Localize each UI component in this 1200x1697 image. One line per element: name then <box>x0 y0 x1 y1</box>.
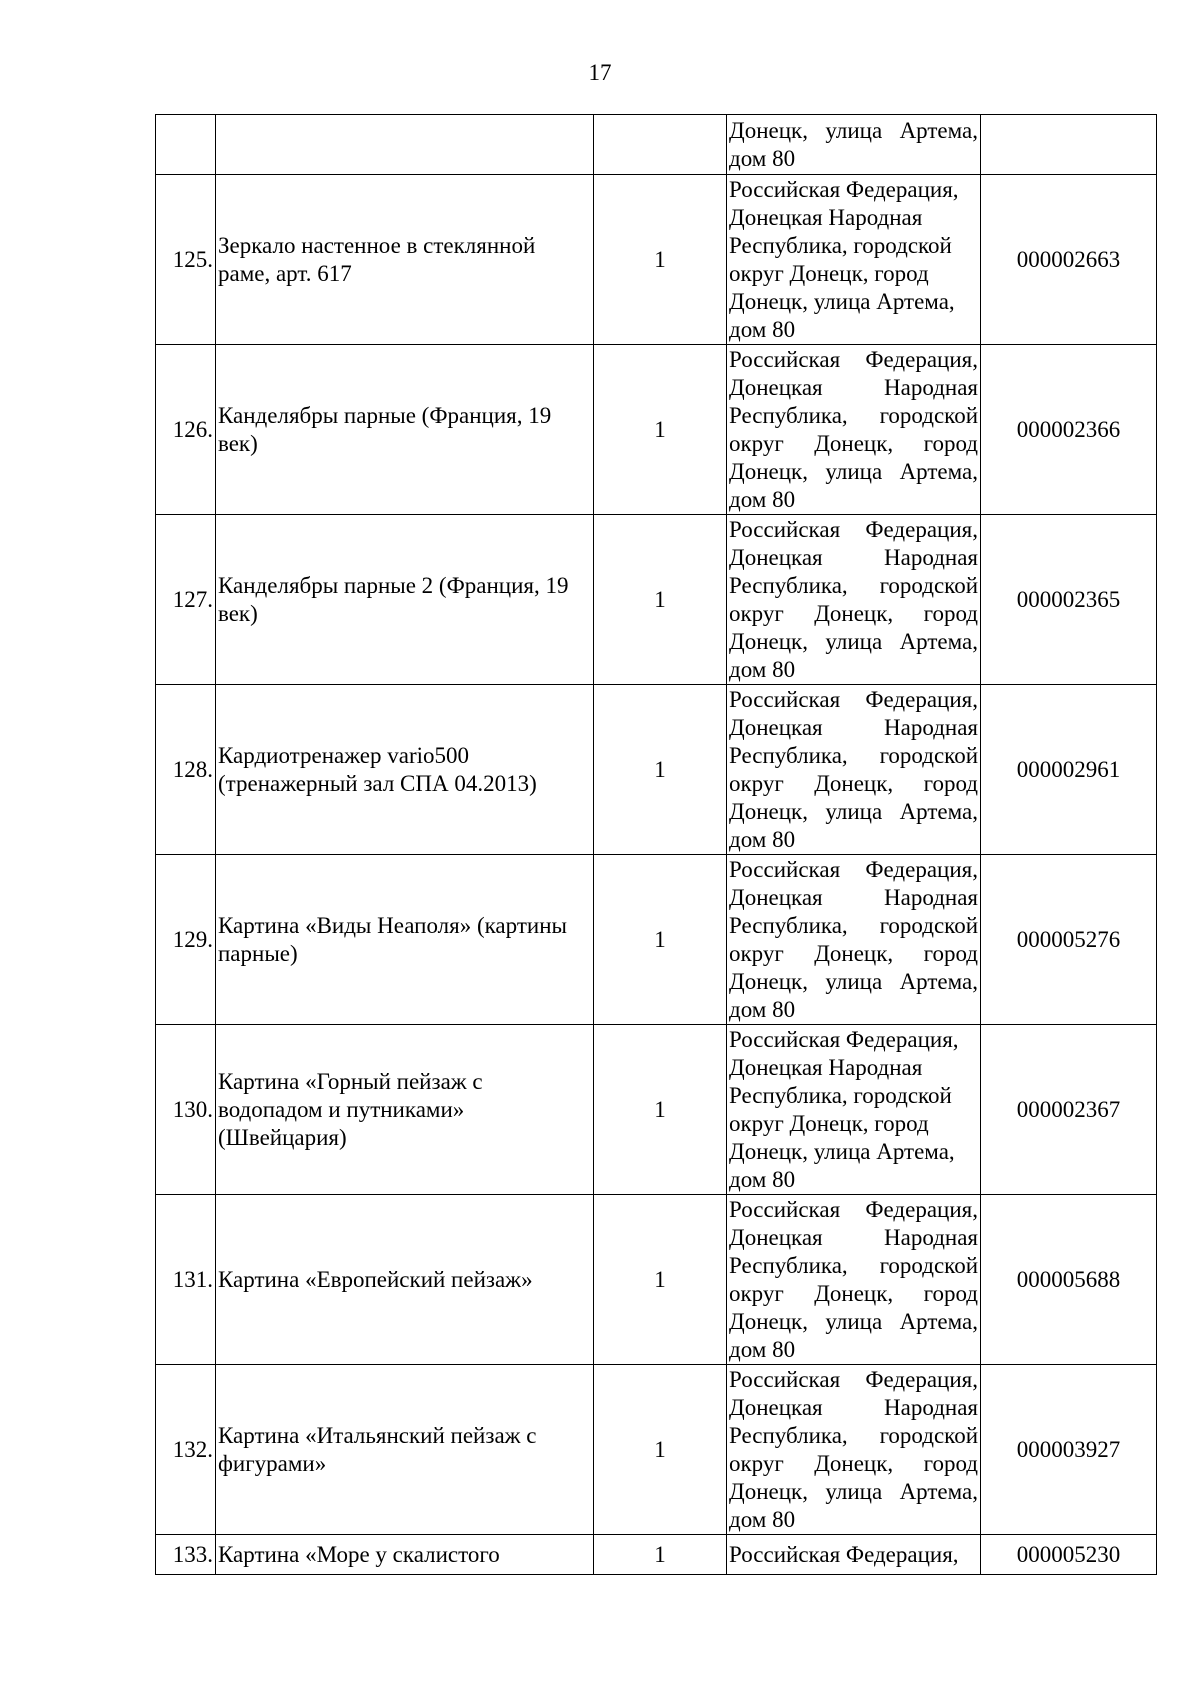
inventory-code-cell: 000003927 <box>981 1365 1157 1535</box>
address-line: Донецк, улица Артема, <box>729 288 955 314</box>
table-row <box>156 345 1157 515</box>
address-line: Донецкая Народная <box>729 544 978 570</box>
item-name-cell: Картина «Итальянский пейзаж с фигурами» <box>216 1365 594 1535</box>
row-number-cell: 130. <box>156 1025 216 1195</box>
table-row <box>156 1025 1157 1195</box>
address-line: Донецкая Народная <box>729 1054 923 1080</box>
address-line: Донецкая Народная <box>729 884 978 910</box>
row-number-cell: 128. <box>156 685 216 855</box>
address-line: Российская Федерация, <box>729 516 978 542</box>
address-line: дом 80 <box>729 145 796 171</box>
page-number: 17 <box>588 60 612 85</box>
address-cell <box>727 115 981 175</box>
quantity-cell: 1 <box>594 1535 727 1575</box>
address-line: Донецк, улица Артема, <box>729 1308 978 1334</box>
row-number-cell: 126. <box>156 345 216 515</box>
address-cell <box>727 1365 981 1535</box>
address-line: Республика, городской <box>729 1082 952 1108</box>
address-line: Республика, городской <box>729 232 952 258</box>
quantity-cell: 1 <box>594 685 727 855</box>
table-row <box>156 175 1157 345</box>
address-line: Российская Федерация, <box>729 1541 959 1567</box>
table-row <box>156 515 1157 685</box>
item-name-cell: Кардиотренажер vario500 (тренажерный зал СПА 04.2013) <box>216 685 594 855</box>
quantity-cell: 1 <box>594 345 727 515</box>
table-row <box>156 115 1157 175</box>
address-line: дом 80 <box>729 1166 796 1192</box>
quantity-cell: 1 <box>594 175 727 345</box>
address-line: Донецкая Народная <box>729 204 923 230</box>
inventory-code-cell: 000005688 <box>981 1195 1157 1365</box>
address-line: Донецк, улица Артема, <box>729 458 978 484</box>
address-line: округ Донецк, город <box>729 940 978 966</box>
inventory-code-cell: 000005230 <box>981 1535 1157 1575</box>
inventory-code-cell: 000002961 <box>981 685 1157 855</box>
address-line: округ Донецк, город <box>729 1110 929 1136</box>
address-line: округ Донецк, город <box>729 260 929 286</box>
address-line: дом 80 <box>729 486 796 512</box>
item-name-cell: Картина «Европейский пейзаж» <box>216 1195 594 1365</box>
address-cell <box>727 1195 981 1365</box>
quantity-cell <box>594 115 727 175</box>
item-name-cell: Картина «Горный пейзаж с водопадом и путниками» (Швейцария) <box>216 1025 594 1195</box>
address-line: Донецкая Народная <box>729 714 978 740</box>
table-row <box>156 685 1157 855</box>
address-line: Республика, городской <box>729 1252 978 1278</box>
item-name-cell: Картина «Море у скалистого <box>216 1535 594 1575</box>
address-line: дом 80 <box>729 1506 796 1532</box>
address-line: Республика, городской <box>729 742 978 768</box>
address-line: Российская Федерация, <box>729 1026 959 1052</box>
address-line: Донецк, улица Артема, <box>729 117 978 143</box>
quantity-cell: 1 <box>594 1195 727 1365</box>
address-line: округ Донецк, город <box>729 600 978 626</box>
table-row <box>156 855 1157 1025</box>
inventory-table-body <box>156 115 1157 1575</box>
address-line: Российская Федерация, <box>729 686 978 712</box>
address-line: Донецк, улица Артема, <box>729 968 978 994</box>
address-line: Донецкая Народная <box>729 374 978 400</box>
address-cell <box>727 345 981 515</box>
address-line: Донецкая Народная <box>729 1224 978 1250</box>
address-line: дом 80 <box>729 316 796 342</box>
address-line: Российская Федерация, <box>729 176 959 202</box>
quantity-cell: 1 <box>594 1365 727 1535</box>
address-line: Российская Федерация, <box>729 346 978 372</box>
address-line: Российская Федерация, <box>729 1196 978 1222</box>
address-line: округ Донецк, город <box>729 1280 978 1306</box>
address-line: дом 80 <box>729 996 796 1022</box>
row-number-cell: 125. <box>156 175 216 345</box>
item-name-cell: Картина «Виды Неаполя» (картины парные) <box>216 855 594 1025</box>
address-line: дом 80 <box>729 1336 796 1362</box>
address-line: дом 80 <box>729 826 796 852</box>
inventory-code-cell: 000002365 <box>981 515 1157 685</box>
address-line: Донецк, улица Артема, <box>729 1478 978 1504</box>
table-row <box>156 1195 1157 1365</box>
table-row <box>156 1365 1157 1535</box>
address-cell <box>727 855 981 1025</box>
address-line: округ Донецк, город <box>729 770 978 796</box>
row-number-cell: 132. <box>156 1365 216 1535</box>
address-cell <box>727 515 981 685</box>
address-line: округ Донецк, город <box>729 1450 978 1476</box>
item-name-cell: Канделябры парные 2 (Франция, 19 век) <box>216 515 594 685</box>
address-cell <box>727 685 981 855</box>
item-name-cell <box>216 115 594 175</box>
table-row <box>156 1535 1157 1575</box>
row-number-cell <box>156 115 216 175</box>
quantity-cell: 1 <box>594 855 727 1025</box>
row-number-cell: 127. <box>156 515 216 685</box>
address-line: Донецкая Народная <box>729 1394 978 1420</box>
address-line: Донецк, улица Артема, <box>729 798 978 824</box>
address-cell <box>727 175 981 345</box>
quantity-cell: 1 <box>594 515 727 685</box>
inventory-code-cell: 000002367 <box>981 1025 1157 1195</box>
address-cell <box>727 1025 981 1195</box>
inventory-code-cell: 000002663 <box>981 175 1157 345</box>
address-line: Республика, городской <box>729 572 978 598</box>
inventory-table <box>155 114 1157 1575</box>
item-name-cell: Канделябры парные (Франция, 19 век) <box>216 345 594 515</box>
address-line: Российская Федерация, <box>729 1366 978 1392</box>
address-line: Республика, городской <box>729 1422 978 1448</box>
address-cell <box>727 1535 981 1575</box>
row-number-cell: 131. <box>156 1195 216 1365</box>
address-line: Донецк, улица Артема, <box>729 1138 955 1164</box>
row-number-cell: 133. <box>156 1535 216 1575</box>
address-line: Республика, городской <box>729 912 978 938</box>
address-line: дом 80 <box>729 656 796 682</box>
item-name-cell: Зеркало настенное в стеклянной раме, арт. 617 <box>216 175 594 345</box>
address-line: Донецк, улица Артема, <box>729 628 978 654</box>
address-line: округ Донецк, город <box>729 430 978 456</box>
address-line: Республика, городской <box>729 402 978 428</box>
quantity-cell: 1 <box>594 1025 727 1195</box>
address-line: Российская Федерация, <box>729 856 978 882</box>
row-number-cell: 129. <box>156 855 216 1025</box>
inventory-code-cell <box>981 115 1157 175</box>
inventory-code-cell: 000002366 <box>981 345 1157 515</box>
inventory-code-cell: 000005276 <box>981 855 1157 1025</box>
